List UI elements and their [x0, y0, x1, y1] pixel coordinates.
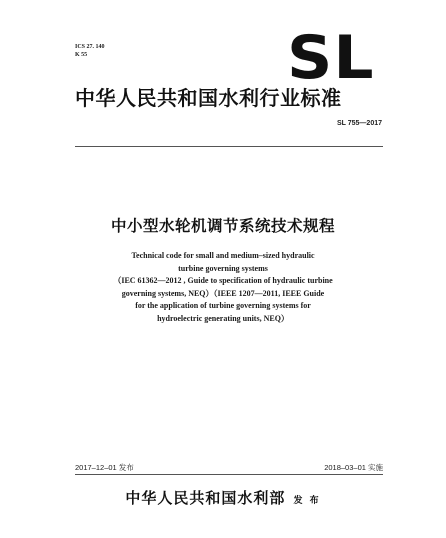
implementation-date: 2018–03–01 实施 [324, 463, 383, 472]
publisher-name: 中华人民共和国水利部 [125, 489, 286, 507]
publisher [0, 487, 446, 508]
issue-date: 2017–12–01 发布 [75, 463, 134, 472]
document-title-english [60, 250, 386, 325]
header-divider [75, 146, 383, 147]
standard-category-title: 中华人民共和国水利行业标准 [75, 86, 342, 110]
sl-logo: SL [287, 23, 375, 93]
english-title-line: Technical code for small and medium–sized hydraulic [131, 251, 315, 260]
english-title-line: for the application of turbine governing systems for [135, 301, 311, 310]
standard-number: SL 755—2017 [336, 120, 382, 127]
english-title-line: hydroelectric generating units, NEQ） [157, 313, 289, 323]
footer-divider [75, 474, 383, 475]
ics-code: ICS 27. 140 [75, 44, 105, 50]
category-code: K 55 [75, 52, 88, 58]
english-title-line: （IEC 61362—2012 , Guide to specification of hydraulic turbine [113, 276, 333, 285]
english-title-line: turbine governing systems [178, 263, 268, 273]
english-title-line: governing systems, NEQ）（IEEE 1207—2011, IEEE Guide [121, 288, 325, 298]
publisher-suffix: 发 布 [293, 496, 321, 506]
document-title-chinese: 中小型水轮机调节系统技术规程 [110, 217, 335, 235]
